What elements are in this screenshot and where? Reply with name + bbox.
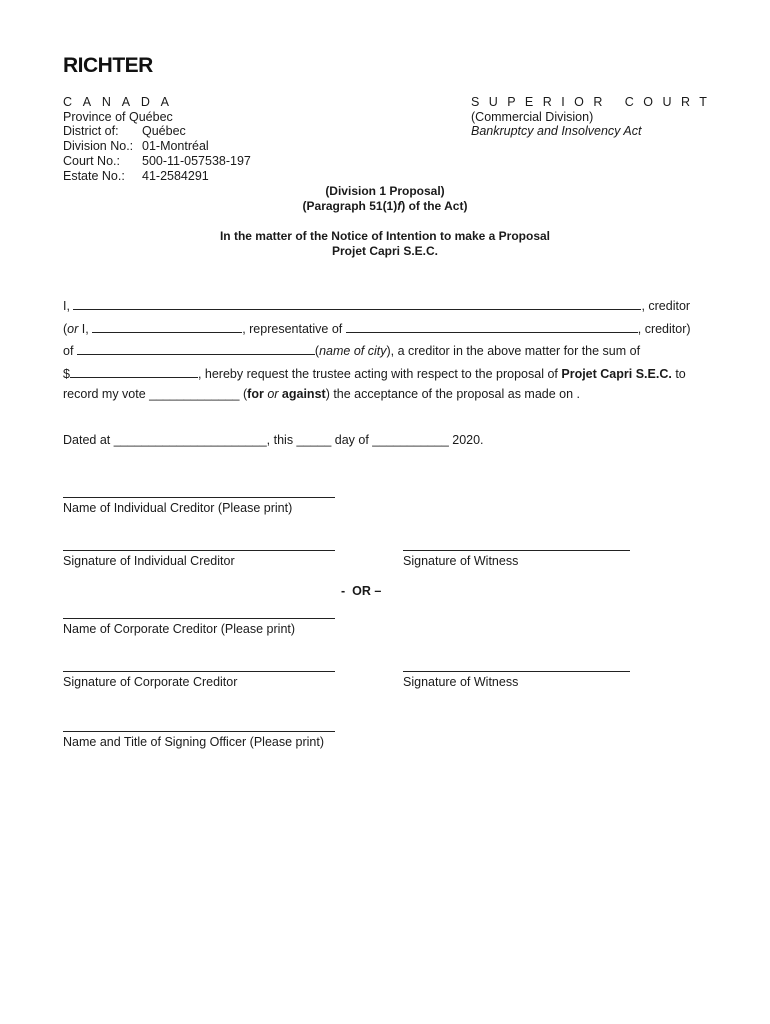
amount-row [63,365,686,381]
corporate-signature-label: Signature of Corporate Creditor [63,675,238,689]
vote-row [63,387,580,401]
corporate-name-line[interactable] [63,618,335,619]
individual-name-line[interactable] [63,497,335,498]
row5-against: against [281,387,326,401]
row1-suffix: , creditor [641,299,691,313]
row5-for: for [247,387,264,401]
court-division: (Commercial Division) [471,110,594,124]
city-row [63,342,640,358]
court-number-label: Court No.: [63,154,120,168]
province-label: Province of Québec [63,110,173,124]
paragraph-italic: f [397,199,402,213]
row4-mid: , hereby request the trustee acting with respect to the proposal of [197,367,558,381]
row4-company: Projet Capri S.E.C. [561,367,672,381]
row3-rest: ), a creditor in the above matter for the sum of [386,344,641,358]
row4-dollar: $ [63,367,70,381]
row3-open: ( [314,344,320,358]
matter-title: In the matter of the Notice of Intention to make a Proposal [219,229,551,243]
row2-suffix: , creditor) [637,322,691,336]
estate-number-value: 41-2584291 [142,169,209,183]
witness1-signature-line[interactable] [403,550,630,551]
officer-name-line[interactable] [63,731,335,732]
represented-creditor-field[interactable] [346,320,638,333]
creditor-name-field[interactable] [73,297,641,310]
row5-or: or [267,387,279,401]
row2-open: ( [63,322,68,336]
or-separator: - OR – [341,584,382,598]
officer-name-label: Name and Title of Signing Officer (Please print) [63,735,325,749]
witness2-signature-line[interactable] [403,671,630,672]
representative-name-field[interactable] [92,320,242,333]
paragraph-prefix: (Paragraph 51(1) [302,199,398,213]
proposal-title: (Division 1 Proposal) [325,184,445,198]
division-value: 01-Montréal [142,139,209,153]
city-field[interactable] [77,342,315,355]
row2-mid: , representative of [242,322,343,336]
individual-signature-line[interactable] [63,550,335,551]
dated-line: Dated at ______________________, this _____ day of ___________ 2020. [63,433,484,447]
representative-row [63,320,691,336]
act-name: Bankruptcy and Insolvency Act [471,124,642,138]
individual-name-label: Name of Individual Creditor (Please print) [63,501,293,515]
row5-prefix: record my vote _____________ ( [63,387,248,401]
court-title: S U P E R I O R C O U R T [471,95,710,109]
richter-logo: RICHTER [63,54,153,77]
row2-or: or [67,322,79,336]
corporate-name-label: Name of Corporate Creditor (Please print) [63,622,296,636]
amount-field[interactable] [70,365,198,378]
row2-i: I, [78,322,89,336]
paragraph-suffix: ) of the Act) [401,199,468,213]
creditor-row [63,297,690,313]
country-label: C A N A D A [63,95,174,109]
corporate-signature-line[interactable] [63,671,335,672]
district-value: Québec [142,124,186,138]
row3-city-hint: name of city [319,344,387,358]
row3-prefix: of [63,344,74,358]
row1-prefix: I, [63,299,70,313]
division-label: Division No.: [63,139,134,153]
row4-to: to [675,367,686,381]
witness2-signature-label: Signature of Witness [403,675,519,689]
court-number-value: 500-11-057538-197 [142,154,251,168]
company-title: Projet Capri S.E.C. [331,244,439,258]
row5-suffix: ) the acceptance of the proposal as made on . [325,387,581,401]
individual-signature-label: Signature of Individual Creditor [63,554,235,568]
witness1-signature-label: Signature of Witness [403,554,519,568]
district-label: District of: [63,124,119,138]
estate-number-label: Estate No.: [63,169,125,183]
paragraph-title [0,199,770,213]
